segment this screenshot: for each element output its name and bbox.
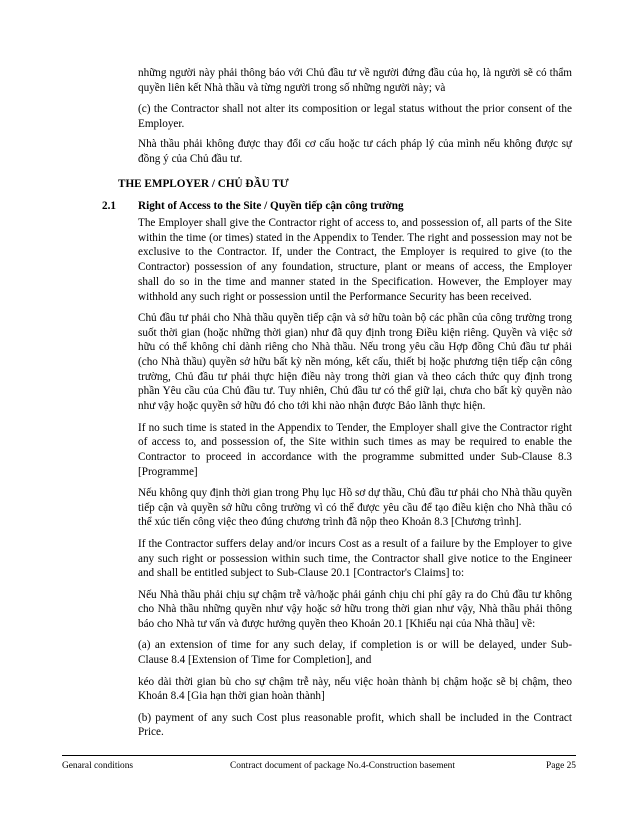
intro-paragraph: Nhà thầu phải không được thay đổi cơ cấu hoặc tư cách pháp lý của mình nếu không được sự đồng ý của Chủ đầu tư. [138, 138, 572, 166]
clause-paragraph: (b) payment of any such Cost plus reasonable profit, which shall be included in the Contract Price. [138, 711, 572, 739]
intro-paragraph: (c) the Contractor shall not alter its composition or legal status without the prior consent of the Employer. [138, 102, 572, 130]
clause-paragraph: (a) an extension of time for any such delay, if completion is or will be delayed, under Sub-Clause 8.4 [Extension of Time for Completion], and [138, 639, 572, 667]
clause-body [138, 216, 572, 747]
intro-block [138, 66, 572, 173]
clause-paragraph: Chủ đầu tư phải cho Nhà thầu quyền tiếp cận và sở hữu toàn bộ các phần của công trường trong suốt thời gian (hoặc những thời gian) như đã quy định trong Điều kiện riêng. Quyền và việc sở hữu có thể không chỉ dành riêng cho Nhà thầu. Nếu trong yêu cầu Hợp đồng Chủ đầu tư phải (cho Nhà thầu) quyền sở hữu bất kỳ nền móng, kết cấu, thiết bị hoặc phương tiện tiếp cận công trường, Chủ đầu tư phải thực hiện điều này trong thời gian và theo cách thức quy định trong phần Yêu cầu của Chủ đầu tư. Tuy nhiên, Chủ đầu tư có thể giữ lại, chưa cho bất kỳ quyền nào như vậy hoặc quyền sở hữu đó cho tới khi nào nhận được Bảo lãnh thực hiện. [138, 311, 572, 413]
clause-paragraph: Nếu không quy định thời gian trong Phụ lục Hồ sơ dự thầu, Chủ đầu tư phải cho Nhà thầu quyền tiếp cận và quyền sở hữu công trường vì có thể được yêu cầu để tạo điều kiện cho Nhà thầu có thể xúc tiến công việc theo đúng chương trình đã nộp theo Khoản 8.3 [Chương trình]. [138, 487, 572, 529]
footer-page-number: Page 25 [546, 761, 576, 771]
clause-number: 2.1 [102, 200, 116, 212]
clause-paragraph: If no such time is stated in the Appendix to Tender, the Employer shall give the Contractor right of access to, and possession of, the Site within such times as may be required to enable the Contractor to proceed in accordance with the programme submitted under Sub-Clause 8.3 [Programme] [138, 421, 572, 478]
footer-center: Contract document of package No.4-Construction basement [230, 761, 455, 771]
clause-paragraph: If the Contractor suffers delay and/or incurs Cost as a result of a failure by the Employer to give any such right or possession within such time, the Contractor shall give notice to the Engineer and shall be entitled subject to Sub-Clause 20.1 [Contractor's Claims] to: [138, 537, 572, 580]
intro-paragraph: những người này phải thông báo với Chủ đầu tư về người đứng đầu của họ, là người sẽ có thẩm quyền liên kết Nhà thầu và từng người trong số những người này; và [138, 67, 572, 95]
clause-paragraph: Nếu Nhà thầu phải chịu sự chậm trễ và/hoặc phải gánh chịu chi phí gây ra do Chủ đầu tư không cho Nhà thầu những quyền như vậy hoặc sở hữu trong thời gian như vậy, Nhà thầu phải thông báo cho Nhà tư vấn và được hưởng quyền theo Khoản 20.1 [Khiếu nại của Nhà thầu] về: [138, 588, 572, 631]
clause-paragraph: kéo dài thời gian bù cho sự chậm trễ này, nếu việc hoàn thành bị chậm hoặc sẽ bị chậm, theo Khoản 8.4 [Gia hạn thời gian hoàn thành] [138, 675, 572, 703]
clause-title: Right of Access to the Site / Quyền tiếp cận công trường [138, 200, 404, 212]
clause-paragraph: The Employer shall give the Contractor right of access to, and possession of, all parts of the Site within the time (or times) stated in the Appendix to Tender. The right and possession may not be exclusive to the Contractor. If, under the Contract, the Employer is required to give (to the Contractor) possession of any foundation, structure, plant or means of access, the Employer shall do so in the time and manner stated in the Specification. However, the Employer may withhold any such right or possession until the Performance Security has been received. [138, 217, 572, 303]
section-heading: THE EMPLOYER / CHỦ ĐẦU TƯ [118, 178, 289, 190]
footer-divider [62, 755, 576, 756]
footer-left: Genaral conditions [62, 761, 134, 771]
